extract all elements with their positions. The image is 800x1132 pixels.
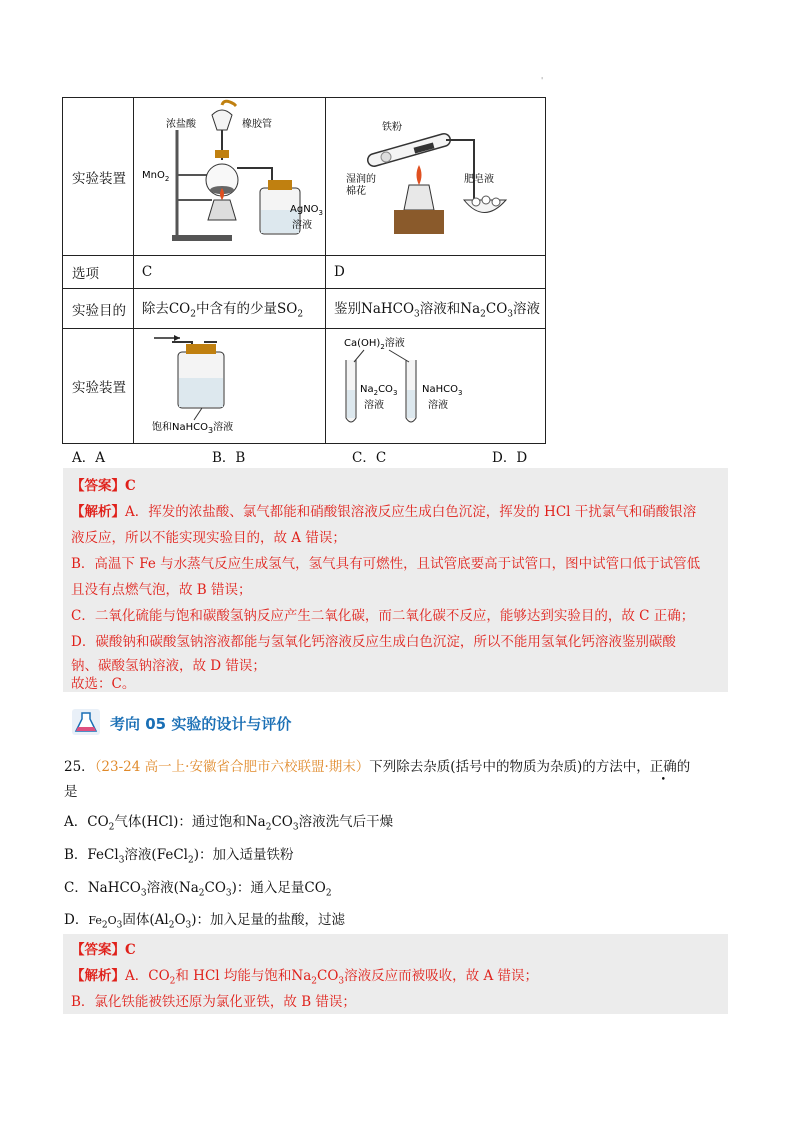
svg-text:溶液: 溶液 bbox=[428, 400, 448, 411]
chlorine-apparatus-diagram bbox=[142, 100, 322, 250]
option-a[interactable]: A．$CO_2$气体(HCl)：通过饱和$Na_2CO_3$溶液洗气后干燥 bbox=[64, 814, 394, 833]
diagram-cell-h bbox=[326, 329, 546, 444]
diagram-cell-c bbox=[133, 98, 325, 256]
svg-text:溶液: 溶液 bbox=[364, 400, 384, 411]
row-label: 实验目的 bbox=[63, 289, 134, 329]
analysis-line: C．二氧化硫能与饱和碳酸氢钠反应产生二氧化碳，而二氧化碳不反应，能够达到实验目的，故 C 正确； bbox=[71, 608, 695, 624]
table-row bbox=[63, 98, 546, 256]
question-stem: 25．（23-24 高一上·安徽省合肥市六校联盟·期末）下列除去杂质(括号中的物质为杂质)的方法中，正确的 bbox=[64, 759, 691, 775]
option-d[interactable]: D．$Fe_2O_3$固体$(Al_2O_3)$：加入足量的盐酸，过滤 bbox=[64, 912, 346, 931]
test-tubes-diagram bbox=[334, 330, 544, 438]
svg-text:AgNO3: AgNO$_3$ bbox=[289, 203, 323, 217]
diagram-cell-g bbox=[133, 329, 325, 444]
diagram-cell-d bbox=[326, 98, 546, 256]
svg-text:饱和NaHCO3溶液: 饱和NaHCO$_3$溶液 bbox=[151, 422, 233, 435]
analysis-line: 【解析】A．挥发的浓盐酸、氯气都能和硝酸银溶液反应生成白色沉淀，挥发的 HCl 干扰氯气和硝酸银溶 bbox=[71, 504, 697, 520]
analysis-line: 故选：C。 bbox=[71, 676, 136, 692]
table-row bbox=[63, 256, 546, 289]
answer-panel-1 bbox=[63, 468, 728, 692]
analysis-line: B．高温下 Fe 与水蒸气反应生成氢气，氢气具有可燃性，且试管底要高于试管口，图中试管口低于试管低 bbox=[71, 556, 701, 572]
stand-base bbox=[172, 235, 232, 241]
option-b[interactable]: B．FeCl$_3$溶液(FeCl$_2$)：加入适量铁粉 bbox=[64, 847, 294, 866]
choice-a[interactable]: A．A bbox=[72, 450, 105, 466]
analysis-line: 钠、碳酸氢钠溶液，故 D 错误； bbox=[71, 658, 266, 674]
row-label: 实验装置 bbox=[63, 329, 134, 444]
experiment-table bbox=[62, 97, 546, 444]
analysis-line: B．氯化铁能被铁还原为氯化亚铁，故 B 错误； bbox=[71, 994, 356, 1010]
svg-text:NaHCO3: NaHCO$_3$ bbox=[422, 384, 463, 397]
svg-text:肥皂液: 肥皂液 bbox=[464, 173, 494, 185]
svg-text:Ca(OH)2溶液: $Ca(OH)_2$溶液 bbox=[344, 338, 405, 351]
answer-panel-2 bbox=[63, 934, 728, 1014]
option-d: D bbox=[326, 256, 546, 289]
svg-text:MnO2: MnO$_2$ bbox=[141, 169, 170, 183]
analysis-line: 【解析】A．$CO_2$和 HCl 均能与饱和$Na_2CO_3$溶液反应而被吸收，故 A 错误； bbox=[71, 968, 538, 987]
choice-d[interactable]: D．D bbox=[492, 450, 528, 466]
svg-text:溶液: 溶液 bbox=[291, 219, 312, 231]
question-stem-line2: 是 bbox=[64, 784, 78, 800]
analysis-line: D．碳酸钠和碳酸氢钠溶液都能与氢氧化钙溶液反应生成白色沉淀，所以不能用氢氧化钙溶液鉴别碳酸 bbox=[71, 634, 676, 650]
analysis-line: 液反应，所以不能实现实验目的，故 A 错误； bbox=[71, 530, 346, 546]
answer-line: 【答案】C bbox=[71, 478, 136, 494]
aim-d: 鉴别NaHCO$_3$溶液和$Na_2CO_3$溶液 bbox=[326, 289, 546, 329]
svg-text:橡胶管: 橡胶管 bbox=[241, 118, 272, 130]
aim-c: 除去$CO_2$中含有的少量$SO_2$ bbox=[133, 289, 325, 329]
iron-steam-apparatus-diagram bbox=[334, 100, 544, 250]
svg-text:铁粉: 铁粉 bbox=[382, 121, 402, 133]
svg-text:棉花: 棉花 bbox=[346, 185, 366, 197]
table-row bbox=[63, 329, 546, 444]
choice-c[interactable]: C．C bbox=[352, 450, 387, 466]
table-row bbox=[63, 289, 546, 329]
wash-bottle-diagram bbox=[142, 330, 322, 438]
section-heading bbox=[70, 707, 292, 737]
page-mark: ' bbox=[541, 76, 544, 85]
row-label: 选项 bbox=[63, 256, 134, 289]
answer-line: 【答案】C bbox=[71, 942, 136, 958]
option-c[interactable]: C．NaHCO$_3$溶液$(Na_2CO_3)$：通入足量$CO_2$ bbox=[64, 880, 332, 899]
analysis-line: 且没有点燃气泡，故 B 错误； bbox=[71, 582, 252, 598]
svg-text:Na2CO3: $Na_2CO_3$ bbox=[360, 384, 398, 397]
choice-b[interactable]: B．B bbox=[212, 450, 246, 466]
flask-icon bbox=[70, 707, 102, 737]
option-c: C bbox=[133, 256, 325, 289]
svg-text:湿润的: 湿润的 bbox=[346, 173, 376, 185]
section-title: 考向 05 实验的设计与评价 bbox=[110, 715, 292, 733]
row-label: 实验装置 bbox=[63, 98, 134, 256]
label-conc-hcl: 浓盐酸 bbox=[165, 118, 196, 130]
